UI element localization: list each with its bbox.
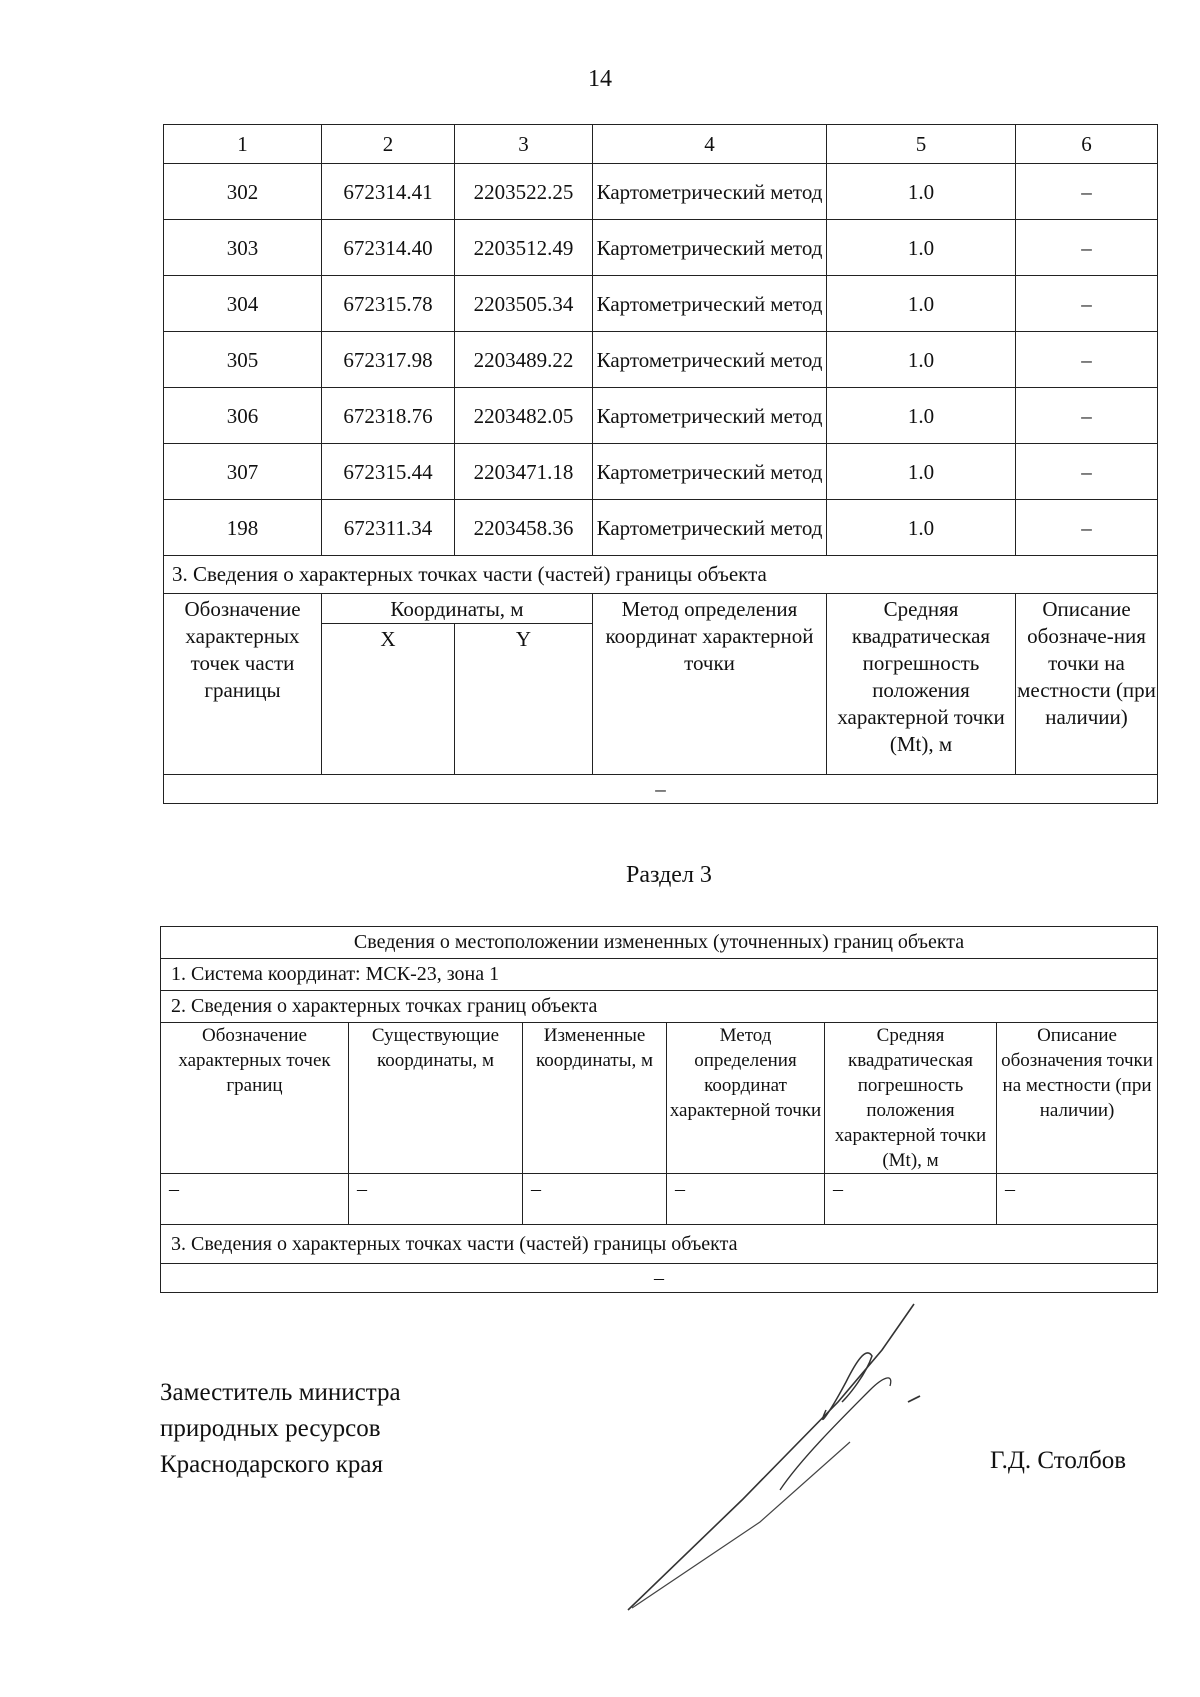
method: Картометрический метод	[593, 276, 827, 332]
col-existing-header: Существующие координаты, м	[349, 1023, 523, 1174]
section3-title: 3. Сведения о характерных точках части (частей) границы объекта	[164, 556, 1158, 594]
col-method-header: Метод определения координат характерной точки	[667, 1023, 825, 1174]
column-header-row	[161, 1023, 1158, 1174]
point-id: 302	[164, 164, 322, 220]
col-number: 1	[164, 125, 322, 164]
x-coordinate: 672315.78	[322, 276, 455, 332]
accuracy: 1.0	[827, 276, 1016, 332]
col-method-header: Метод определения координат характерной точки	[593, 594, 827, 775]
signatory-line: природных ресурсов	[160, 1415, 381, 1442]
section-heading: Раздел 3	[626, 862, 712, 888]
x-coordinate: 672318.76	[322, 388, 455, 444]
col-y-header: Y	[455, 624, 593, 775]
y-coordinate: 2203471.18	[455, 444, 593, 500]
table-row	[164, 332, 1158, 388]
y-coordinate: 2203522.25	[455, 164, 593, 220]
table-row	[164, 220, 1158, 276]
signatory-line: Заместитель министра	[160, 1379, 401, 1406]
handwritten-signature	[620, 1290, 980, 1630]
col-description-header: Описание обозначения точки на местности (при наличии)	[997, 1023, 1158, 1174]
section3-title: 3. Сведения о характерных точках части (частей) границы объекта	[161, 1225, 1158, 1264]
accuracy: 1.0	[827, 388, 1016, 444]
boundary-points-table	[163, 124, 1158, 804]
dash-cell: –	[825, 1174, 997, 1225]
dash-cell: –	[523, 1174, 667, 1225]
description: –	[1016, 164, 1158, 220]
column-number-row	[164, 125, 1158, 164]
point-id: 307	[164, 444, 322, 500]
col-number: 2	[322, 125, 455, 164]
x-coordinate: 672317.98	[322, 332, 455, 388]
point-id: 306	[164, 388, 322, 444]
point-id: 198	[164, 500, 322, 556]
method: Картометрический метод	[593, 220, 827, 276]
col-x-header: X	[322, 624, 455, 775]
coord-system: 1. Система координат: МСК-23, зона 1	[161, 959, 1158, 991]
description: –	[1016, 444, 1158, 500]
y-coordinate: 2203512.49	[455, 220, 593, 276]
section-row	[161, 1225, 1158, 1264]
method: Картометрический метод	[593, 500, 827, 556]
table-row	[164, 276, 1158, 332]
table-row	[164, 500, 1158, 556]
section-row	[164, 556, 1158, 594]
col-number: 6	[1016, 125, 1158, 164]
dash-cell: –	[997, 1174, 1158, 1225]
col-point-header: Обозначение характерных точек части границы	[164, 594, 322, 775]
method: Картометрический метод	[593, 164, 827, 220]
x-coordinate: 672314.41	[322, 164, 455, 220]
col-number: 4	[593, 125, 827, 164]
point-id: 304	[164, 276, 322, 332]
table-title-row	[161, 927, 1158, 959]
x-coordinate: 672311.34	[322, 500, 455, 556]
signatory-line: Краснодарского края	[160, 1451, 383, 1478]
page-number: 14	[588, 66, 612, 92]
point-id: 305	[164, 332, 322, 388]
col-accuracy-header: Средняя квадратическая погрешность положения характерной точки (Mt), м	[825, 1023, 997, 1174]
description: –	[1016, 332, 1158, 388]
dash-cell: –	[667, 1174, 825, 1225]
table-row	[164, 164, 1158, 220]
accuracy: 1.0	[827, 164, 1016, 220]
points-title: 2. Сведения о характерных точках границ объекта	[161, 991, 1158, 1023]
description: –	[1016, 276, 1158, 332]
dash-cell: –	[349, 1174, 523, 1225]
col-point-header: Обозначение характерных точек границ	[161, 1023, 349, 1174]
y-coordinate: 2203458.36	[455, 500, 593, 556]
point-id: 303	[164, 220, 322, 276]
empty-row	[164, 775, 1158, 804]
x-coordinate: 672315.44	[322, 444, 455, 500]
empty-dash: –	[161, 1264, 1158, 1293]
signatory-name: Г.Д. Столбов	[990, 1447, 1127, 1474]
method: Картометрический метод	[593, 444, 827, 500]
y-coordinate: 2203505.34	[455, 276, 593, 332]
column-header-row	[164, 594, 1158, 624]
points-title-row	[161, 991, 1158, 1023]
table-title: Сведения о местоположении измененных (уточненных) границ объекта	[161, 927, 1158, 959]
col-accuracy-header: Средняя квадратическая погрешность положения характерной точки (Mt), м	[827, 594, 1016, 775]
table-row	[164, 388, 1158, 444]
method: Картометрический метод	[593, 388, 827, 444]
table-row	[161, 1174, 1158, 1225]
description: –	[1016, 220, 1158, 276]
accuracy: 1.0	[827, 444, 1016, 500]
col-changed-header: Измененные координаты, м	[523, 1023, 667, 1174]
accuracy: 1.0	[827, 220, 1016, 276]
col-description-header: Описание обозначе-ния точки на местности (при наличии)	[1016, 594, 1158, 775]
signatory-position	[160, 1375, 401, 1483]
empty-dash: –	[164, 775, 1158, 804]
description: –	[1016, 388, 1158, 444]
table-row	[164, 444, 1158, 500]
coord-system-row	[161, 959, 1158, 991]
y-coordinate: 2203489.22	[455, 332, 593, 388]
method: Картометрический метод	[593, 332, 827, 388]
col-coords-header: Координаты, м	[322, 594, 593, 624]
accuracy: 1.0	[827, 332, 1016, 388]
empty-row	[161, 1264, 1158, 1293]
dash-cell: –	[161, 1174, 349, 1225]
changed-boundaries-table	[160, 926, 1158, 1293]
x-coordinate: 672314.40	[322, 220, 455, 276]
y-coordinate: 2203482.05	[455, 388, 593, 444]
accuracy: 1.0	[827, 500, 1016, 556]
col-number: 5	[827, 125, 1016, 164]
col-number: 3	[455, 125, 593, 164]
description: –	[1016, 500, 1158, 556]
